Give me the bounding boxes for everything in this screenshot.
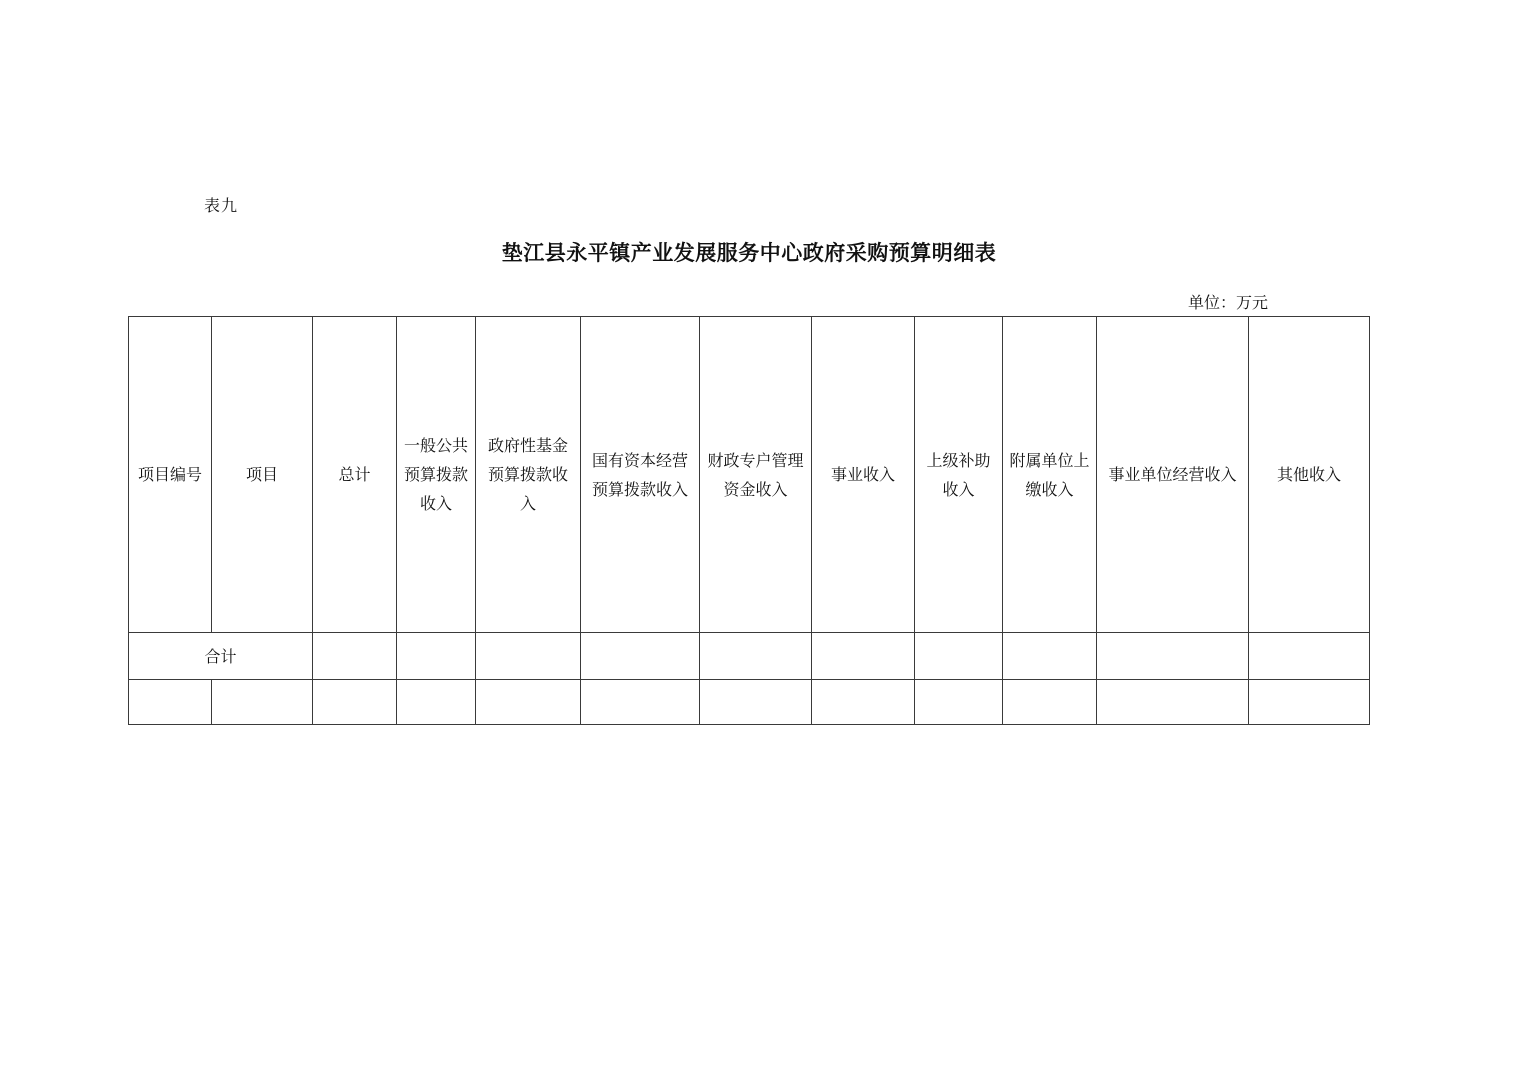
header-business-income: 事业收入	[812, 317, 915, 633]
procurement-budget-table	[128, 316, 1370, 725]
table-number-label: 表九	[204, 196, 239, 215]
header-government-fund-budget: 政府性基金预算拨款收入	[476, 317, 581, 633]
total-cell	[313, 633, 397, 680]
table-cell	[476, 680, 581, 725]
total-cell	[476, 633, 581, 680]
total-cell	[812, 633, 915, 680]
table-cell	[700, 680, 812, 725]
total-cell	[1097, 633, 1249, 680]
total-row	[129, 633, 1370, 680]
table-cell	[1249, 680, 1370, 725]
document-title: 垫江县永平镇产业发展服务中心政府采购预算明细表	[501, 240, 997, 265]
header-project: 项目	[212, 317, 313, 633]
table-cell	[812, 680, 915, 725]
total-cell	[397, 633, 476, 680]
table-cell	[581, 680, 700, 725]
total-cell	[1249, 633, 1370, 680]
header-fiscal-special-account: 财政专户管理资金收入	[700, 317, 812, 633]
table-cell	[915, 680, 1003, 725]
header-superior-subsidy: 上级补助收入	[915, 317, 1003, 633]
total-cell	[1003, 633, 1097, 680]
header-total: 总计	[313, 317, 397, 633]
table-cell	[1003, 680, 1097, 725]
total-label: 合计	[129, 633, 313, 680]
total-cell	[915, 633, 1003, 680]
total-cell	[700, 633, 812, 680]
table-cell	[129, 680, 212, 725]
header-public-institution-operating: 事业单位经营收入	[1097, 317, 1249, 633]
unit-label: 单位：万元	[1188, 293, 1269, 312]
header-affiliated-unit-remittance: 附属单位上缴收入	[1003, 317, 1097, 633]
header-state-capital-budget: 国有资本经营预算拨款收入	[581, 317, 700, 633]
table-cell	[212, 680, 313, 725]
header-general-public-budget: 一般公共预算拨款收入	[397, 317, 476, 633]
table-cell	[1097, 680, 1249, 725]
header-other-income: 其他收入	[1249, 317, 1370, 633]
table-row	[129, 680, 1370, 725]
header-project-code: 项目编号	[129, 317, 212, 633]
table-cell	[313, 680, 397, 725]
table-header-row	[129, 317, 1370, 633]
total-cell	[581, 633, 700, 680]
table-cell	[397, 680, 476, 725]
